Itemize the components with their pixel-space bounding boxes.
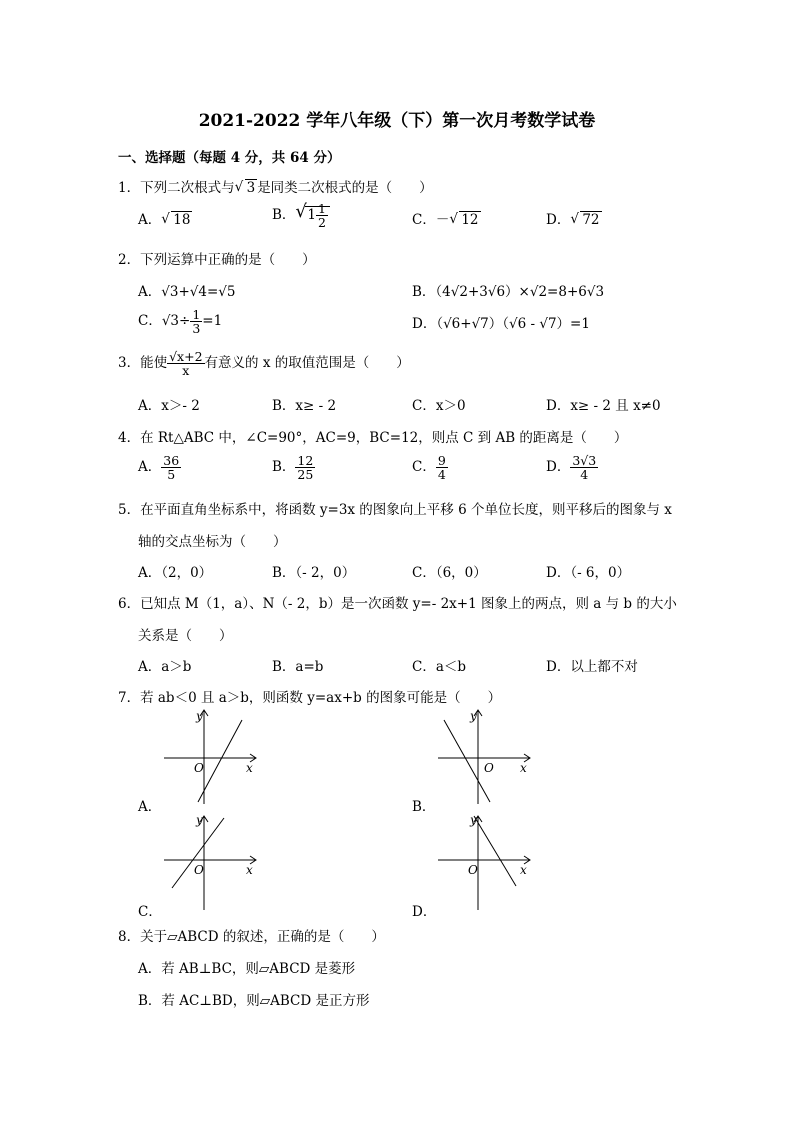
- page-title: 2021-2022 学年八年级（下）第一次月考数学试卷: [198, 111, 596, 131]
- q8-option-b: B．若 AC⊥BD，则▱ABCD 是正方形: [138, 993, 370, 1009]
- y-axis-label: y: [470, 813, 477, 827]
- q6-option-b: B．a=b: [272, 659, 324, 675]
- y-axis-label: y: [196, 813, 203, 827]
- q7-option-c: C．: [138, 904, 162, 920]
- q7-graph-a: [160, 706, 270, 806]
- x-axis-label: x: [246, 761, 253, 775]
- q8-option-a: A．若 AB⊥BC，则▱ABCD 是菱形: [138, 961, 356, 977]
- q6-option-d: D．以上都不对: [546, 659, 638, 675]
- q4-option-b: B． $\frac{12}{25}$: [272, 453, 314, 483]
- question-7-stem: 7．若 ab＜0 且 a＞b，则函数 y=ax+b 的图象可能是（ ）: [118, 690, 502, 706]
- q6-option-c: C．a＜b: [412, 659, 467, 675]
- q4-option-a: A． $\frac{36}{5}$: [138, 453, 180, 483]
- origin-label: O: [484, 761, 494, 775]
- q3-option-b: B．x≥ - 2: [272, 398, 337, 414]
- q2-option-d: D．（√6+√7）（√6 - √7）=1: [412, 316, 590, 332]
- q3-option-c: C．x＞0: [412, 398, 466, 414]
- q7-option-b: B．: [412, 799, 436, 815]
- q2-option-c: C．√3÷ $\frac{1}{3}$ =1: [138, 307, 223, 337]
- q4-option-d: D． $\frac{3√3}{4}$: [546, 453, 597, 483]
- q7-graph-b: [434, 706, 544, 806]
- question-1-stem: 1．下列二次根式与√ 3 是同类二次根式的是（ ）: [118, 176, 433, 196]
- question-8-stem: 8．关于▱ABCD 的叙述，正确的是（ ）: [118, 929, 385, 945]
- section-heading: 一、选择题（每题 4 分，共 64 分）: [118, 150, 341, 166]
- question-5-line-2: 轴的交点坐标为（ ）: [138, 534, 287, 550]
- question-6-line-2: 关系是（ ）: [138, 628, 233, 644]
- origin-label: O: [468, 863, 478, 877]
- q3-option-a: A．x＞- 2: [138, 398, 200, 414]
- q7-option-a: A．: [138, 799, 162, 815]
- origin-label: O: [194, 863, 204, 877]
- x-axis-label: x: [246, 863, 253, 877]
- q1-option-a: A．√ 18: [138, 208, 192, 228]
- question-5-line-1: 5．在平面直角坐标系中，将函数 y=3x 的图象向上平移 6 个单位长度，则平移后的图象与 x: [118, 502, 672, 518]
- q1-option-b: B．√ 1 $\frac{1}{2}$: [272, 202, 330, 229]
- q5-option-c: C．（6，0）: [412, 565, 487, 581]
- question-4-stem: 4．在 Rt△ABC 中，∠C=90°，AC=9，BC=12，则点 C 到 AB 的距离是（ ）: [118, 430, 628, 446]
- q1-option-d: D．√ 72: [546, 208, 602, 228]
- q1-option-c: C．－√ 12: [412, 208, 481, 228]
- question-6-line-1: 6．已知点 M（1，a）、N（- 2，b）是一次函数 y=- 2x+1 图象上的两点，则 a 与 b 的大小: [118, 596, 677, 612]
- y-axis-label: y: [196, 709, 203, 723]
- origin-label: O: [194, 761, 204, 775]
- q4-option-c: C． $\frac{9}{4}$: [412, 453, 446, 483]
- x-axis-label: x: [520, 863, 527, 877]
- q7-option-d: D．: [412, 904, 437, 920]
- question-3-stem: 3．能使 $\frac{√x+2}{x}$ 有意义的 x 的取值范围是（ ）: [118, 349, 410, 379]
- q6-option-a: A．a＞b: [138, 659, 192, 675]
- q5-option-a: A．（2，0）: [138, 565, 213, 581]
- y-axis-label: y: [470, 709, 477, 723]
- q5-option-b: B．（- 2，0）: [272, 565, 356, 581]
- q7-graph-d: [434, 812, 544, 912]
- q3-option-d: D．x≥ - 2 且 x≠0: [546, 398, 661, 414]
- question-2-stem: 2．下列运算中正确的是（ ）: [118, 252, 316, 268]
- q5-option-d: D．（- 6，0）: [546, 565, 631, 581]
- q7-graph-c: [160, 812, 270, 912]
- q2-option-a: A．√3+√4=√5: [138, 284, 236, 300]
- sqrt-3: √ 3: [235, 180, 258, 196]
- q2-option-b: B．（4√2+3√6）×√2=8+6√3: [412, 284, 605, 300]
- x-axis-label: x: [520, 761, 527, 775]
